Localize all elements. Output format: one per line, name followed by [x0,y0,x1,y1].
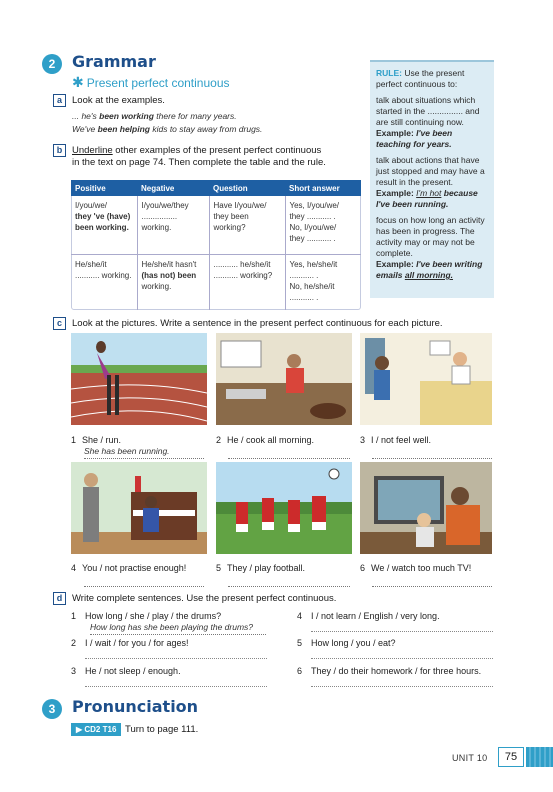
rule-point-2: talk about actions that have just stopped and may have a result in the present. Example: I'm hot because I've been running. [376,155,485,209]
answer-line-4[interactable] [84,574,204,587]
exercise-letter-d: d [53,592,66,605]
table-row [71,254,361,310]
answer-line-6[interactable] [372,574,492,587]
picture-cooking-man [216,333,352,425]
audio-track-badge[interactable]: ▶ CD2 T16 [71,723,121,736]
exercise-letter-c: c [53,317,66,330]
page-number: 75 [498,747,524,767]
rule-intro: RULE: Use the present perfect continuous to: [376,68,465,89]
cell-positive: I/you/we/ they 've (have) been working. [71,196,137,254]
section-number: 3 [42,699,62,719]
grammar-subtitle [72,74,230,91]
sentence-5: 5 How long / you / eat? [297,638,396,648]
answer-line-d3[interactable] [85,686,267,687]
cell-question: Have I/you/we/ they been working? [209,196,285,254]
cell-negative: I/you/we/they ................ working. [137,196,209,254]
section-number: 2 [42,54,62,74]
section-title: Pronunciation [72,697,199,716]
exercise-a-instruction: Look at the examples. [72,95,165,106]
picture-caption-5: 5 They / play football. [216,563,306,573]
answer-line-d1[interactable]: How long has she been playing the drums? [90,622,266,635]
example-1: ... he's been working there for many years. [72,111,237,121]
answer-line-d4[interactable] [311,631,493,632]
table-header-row [71,180,361,196]
exercise-c-instruction: Look at the pictures. Write a sentence in the present perfect continuous for each picture. [72,318,443,329]
answer-line-d6[interactable] [311,686,493,687]
picture-doctor-visit [360,333,492,425]
picture-football-players [216,462,352,554]
header-question: Question [209,180,285,196]
picture-caption-6: 6 We / watch too much TV! [360,563,472,573]
picture-caption-1: 1 She / run. [71,435,122,445]
picture-caption-2: 2 He / cook all morning. [216,435,315,445]
answer-line-3[interactable] [372,446,492,459]
sentence-3: 3 He / not sleep / enough. [71,666,181,676]
picture-piano-practice [71,462,207,554]
answer-line-1[interactable]: She has been running. [84,446,204,459]
sentence-4: 4 I / not learn / English / very long. [297,611,440,621]
answer-line-5[interactable] [228,574,350,587]
grammar-table [71,180,361,310]
picture-caption-4: 4 You / not practise enough! [71,563,187,573]
header-negative: Negative [137,180,209,196]
cell-question: ........... he/she/it ........... working? [209,254,285,310]
subtitle-text: Present perfect continuous [86,76,230,90]
picture-running-woman [71,333,207,425]
sentence-2: 2 I / wait / for you / for ages! [71,638,189,648]
decorative-stripe [526,747,553,767]
answer-line-d5[interactable] [311,658,493,659]
exercise-letter-b: b [53,144,66,157]
sentence-1: 1 How long / she / play / the drums? [71,611,222,621]
exercise-d-instruction: Write complete sentences. Use the present perfect continuous. [72,593,337,604]
rule-point-1: talk about situations which started in the ............... and are still continuing now. Example: I've been teaching for years. [376,95,480,149]
exercise-b-instruction-1: Underline other examples of the present perfect continuous [72,145,322,156]
picture-caption-3: 3 I / not feel well. [360,435,432,445]
example-2: We've been helping kids to stay away from drugs. [72,124,263,134]
picture-watching-tv [360,462,492,554]
sentence-6: 6 They / do their homework / for three hours. [297,666,482,676]
answer-line-2[interactable] [228,446,350,459]
section-title: Grammar [72,52,156,71]
unit-label: UNIT 10 [452,753,488,763]
star-icon: ✱ [72,74,84,90]
header-positive: Positive [71,180,137,196]
pronunciation-instruction: Turn to page 111. [125,724,199,735]
cell-negative: He/she/it hasn't (has not) been working. [137,254,209,310]
cell-short-answer: Yes, I/you/we/ they ........... . No, I/you/we/ they ........... . [285,196,361,254]
exercise-b-instruction-2: in the text on page 74. Then complete the table and the rule. [72,157,326,168]
answer-line-d2[interactable] [85,658,267,659]
cell-short-answer: Yes, he/she/it ........... . No, he/she/it ........... . [289,259,338,302]
table-row [71,196,361,254]
exercise-letter-a: a [53,94,66,107]
cell-positive: He/she/it ........... working. [71,254,137,310]
rule-point-3: focus on how long an activity has been in progress. The activity may or may not be complete. Example: I've been writing emails all morning. [376,215,485,280]
rule-box [370,60,494,298]
header-short-answer: Short answer [285,180,361,196]
